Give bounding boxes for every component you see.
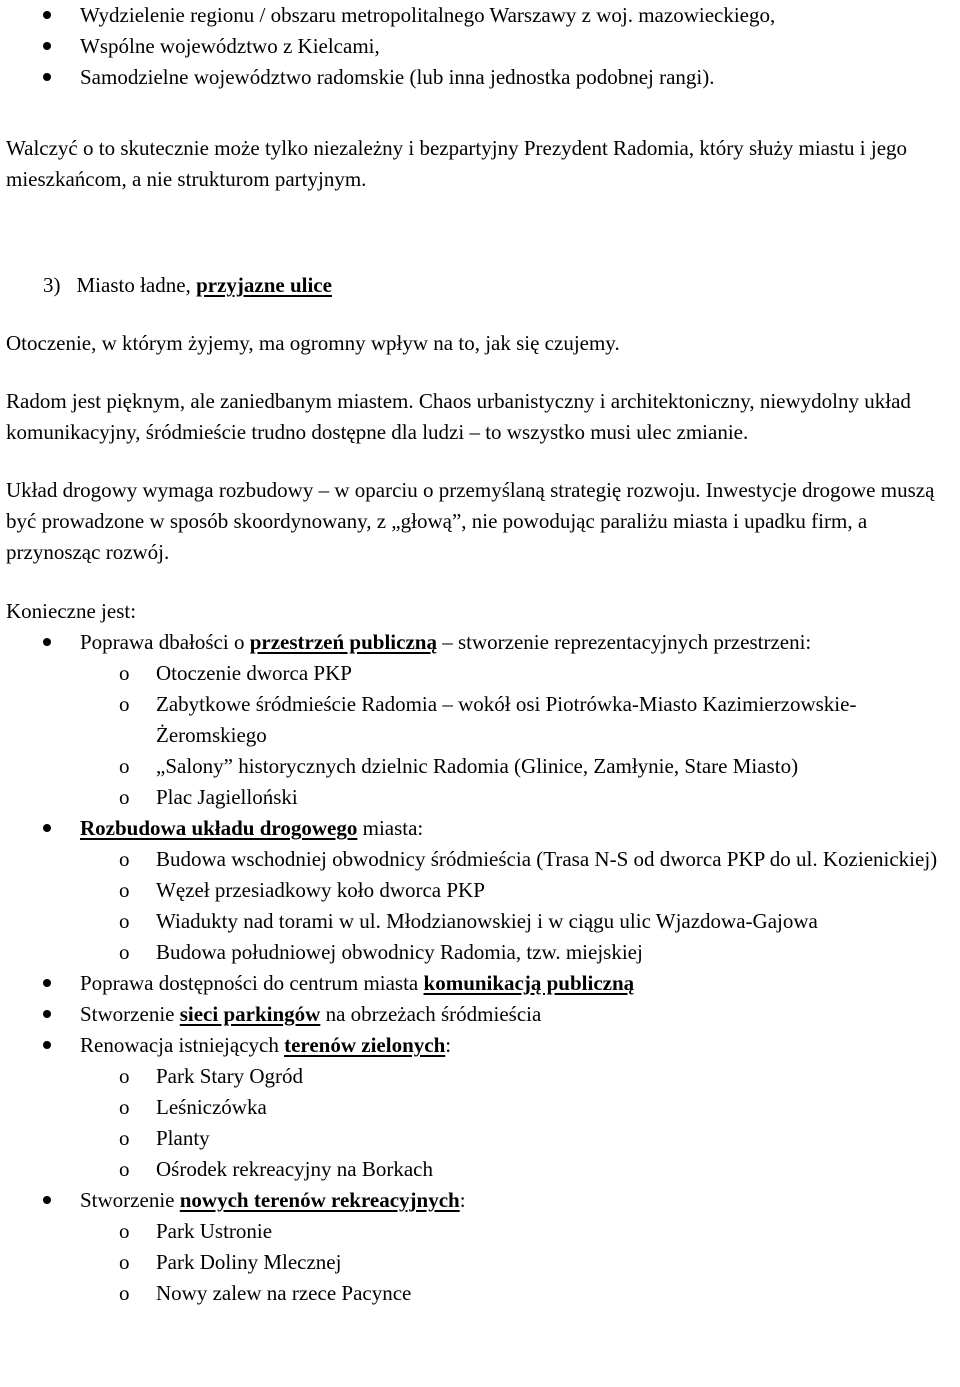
necessary-label: Konieczne jest: <box>6 599 137 623</box>
list-item: Renowacja istniejących terenów zielonych: o Park Stary Ogród o Leśniczówka o Planty o Ośrodek rekreacyjny na Borkach <box>6 1030 956 1185</box>
region-options-list <box>6 0 956 93</box>
sublist-item: o Park Ustronie <box>119 1219 273 1243</box>
section-title-emphasis: przyjazne ulice <box>196 273 332 297</box>
sublist-item: o Otoczenie dworca PKP <box>119 661 352 685</box>
sublist <box>6 1216 956 1309</box>
list-item: Wydzielenie regionu / obszaru metropolitalnego Warszawy z woj. mazowieckiego, <box>6 0 956 31</box>
necessary-list <box>6 627 956 1309</box>
sublist-item: o Budowa wschodniej obwodnicy śródmieścia (Trasa N-S od dworca PKP do ul. Kozienickiej) <box>119 847 938 871</box>
sublist-item: o Ośrodek rekreacyjny na Borkach <box>119 1157 433 1181</box>
sublist-item: o Planty <box>119 1126 210 1150</box>
list-item: Rozbudowa układu drogowego miasta: o Budowa wschodniej obwodnicy śródmieścia (Trasa N-S od dworca PKP do ul. Kozienickiej) o Węzeł przesiadkowy koło dworca PKP o Wiadukty nad torami w ul. Młodzianowskiej i w ciągu ulic Wjazdowa-Gajowa o Budowa południowej obwodnicy Radomia, tzw. miejskiej <box>6 813 956 968</box>
emphasis: Rozbudowa układu drogowego <box>80 816 358 840</box>
paragraph-roads: Układ drogowy wymaga rozbudowy – w oparciu o przemyślaną strategię rozwoju. Inwestycje drogowe muszą być prowadzone w sposób skoordynowany, z „głową”, nie powodując paraliżu miasta i upadku firm, a przynosząc rozwój. <box>6 478 935 564</box>
sublist-item: o Park Stary Ogród <box>119 1064 303 1088</box>
paragraph-environment: Otoczenie, w którym żyjemy, ma ogromny wpływ na to, jak się czujemy. <box>6 331 620 355</box>
paragraph-radom: Radom jest pięknym, ale zaniedbanym miastem. Chaos urbanistyczny i architektoniczny, niewydolny układ komunikacyjny, śródmieście trudno dostępne dla ludzi – to wszystko musi ulec zmianie. <box>6 389 911 444</box>
section-number: 3) <box>43 273 61 297</box>
list-item: Samodzielne województwo radomskie (lub inna jednostka podobnej rangi). <box>6 62 956 93</box>
sublist-item: o Budowa południowej obwodnicy Radomia, tzw. miejskiej <box>119 940 643 964</box>
emphasis: terenów zielonych <box>284 1033 446 1057</box>
list-item: Poprawa dbałości o przestrzeń publiczną – stworzenie reprezentacyjnych przestrzeni: o Otoczenie dworca PKP o Zabytkowe śródmieście Radomia – wokół osi Piotrówka-Miasto Kazimierzowskie-Żeromskiego o „Salony” historycznych dzielnic Radomia (Glinice, Zamłynie, Stare Miasto) o Plac Jagielloński <box>6 627 956 813</box>
sublist-item: o Leśniczówka <box>119 1095 267 1119</box>
sublist-item: o Nowy zalew na rzece Pacynce <box>119 1281 412 1305</box>
emphasis: komunikacją publiczną <box>423 971 635 995</box>
sublist <box>6 844 956 968</box>
sublist <box>6 1061 956 1185</box>
sublist <box>6 658 956 813</box>
sublist-item: o Wiadukty nad torami w ul. Młodzianowskiej i w ciągu ulic Wjazdowa-Gajowa <box>119 909 818 933</box>
section-title: Miasto ładne, <box>76 273 197 297</box>
sublist-item: o „Salony” historycznych dzielnic Radomia (Glinice, Zamłynie, Stare Miasto) <box>119 754 799 778</box>
section-heading <box>6 270 956 301</box>
sublist-item: o Park Doliny Mlecznej <box>119 1250 342 1274</box>
list-item: Poprawa dostępności do centrum miasta komunikacją publiczną <box>6 968 956 999</box>
paragraph-president: Walczyć o to skutecznie może tylko niezależny i bezpartyjny Prezydent Radomia, który służy miastu i jego mieszkańcom, a nie strukturom partyjnym. <box>6 136 908 191</box>
sublist-item: o Zabytkowe śródmieście Radomia – wokół osi Piotrówka-Miasto Kazimierzowskie-Żeromskiego <box>119 692 857 747</box>
emphasis: sieci parkingów <box>179 1002 321 1026</box>
sublist-item: o Węzeł przesiadkowy koło dworca PKP <box>119 878 485 902</box>
emphasis: nowych terenów rekreacyjnych <box>179 1188 460 1212</box>
emphasis: przestrzeń publiczną <box>249 630 437 654</box>
list-item: Wspólne województwo z Kielcami, <box>6 31 956 62</box>
list-item: Stworzenie sieci parkingów na obrzeżach śródmieścia <box>6 999 956 1030</box>
list-item: Stworzenie nowych terenów rekreacyjnych: o Park Ustronie o Park Doliny Mlecznej o Nowy zalew na rzece Pacynce <box>6 1185 956 1309</box>
sublist-item: o Plac Jagielloński <box>119 785 298 809</box>
